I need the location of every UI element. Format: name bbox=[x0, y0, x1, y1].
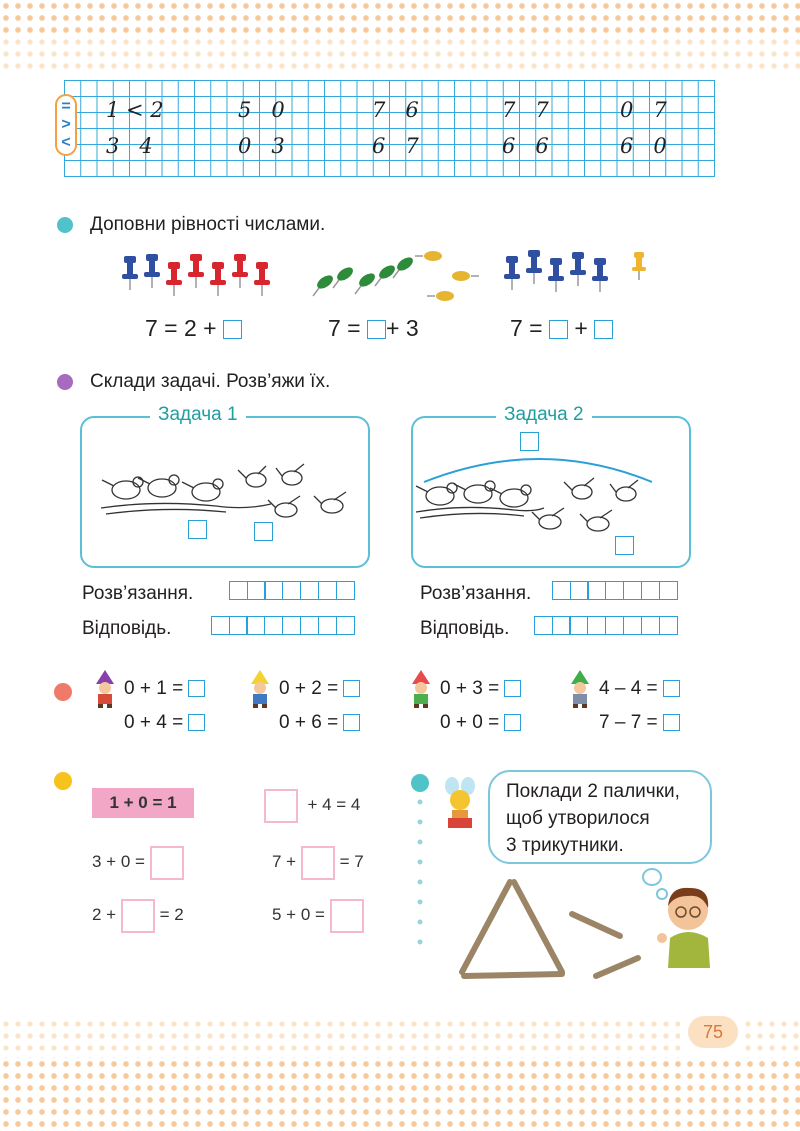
task2-bullet bbox=[57, 374, 73, 390]
answer-box[interactable] bbox=[150, 846, 184, 880]
task2-instruction: Склади задачі. Розв’яжи їх. bbox=[90, 371, 331, 392]
bottom-dots-border-faint-right bbox=[742, 1018, 800, 1058]
answer-box[interactable] bbox=[367, 320, 386, 339]
grid-row2-pair4: 6 6 bbox=[502, 134, 549, 158]
birds-illustration-2 bbox=[414, 468, 664, 538]
task4-left-eq1: 3 + 0 = bbox=[92, 845, 184, 880]
task3-bullet bbox=[54, 683, 72, 701]
pushpins-group-1 bbox=[118, 250, 288, 302]
task3-col3-eq1: 0 + 3 = bbox=[440, 678, 521, 700]
task3-col4-eq1: 4 – 4 = bbox=[599, 678, 680, 700]
answer-box[interactable] bbox=[343, 680, 360, 697]
top-dots-border bbox=[0, 0, 800, 36]
answer-box[interactable] bbox=[223, 320, 242, 339]
problem1-answer-label: Відповідь. bbox=[82, 618, 172, 639]
comparison-grid bbox=[64, 80, 715, 177]
grid-row2-pair5: 6 0 bbox=[620, 134, 667, 158]
answer-box[interactable] bbox=[663, 680, 680, 697]
bottom-dots-border bbox=[0, 1058, 800, 1131]
answer-box[interactable] bbox=[264, 789, 298, 823]
gnome-icon bbox=[567, 670, 593, 710]
problem2-box-part[interactable] bbox=[615, 536, 634, 555]
answer-box[interactable] bbox=[549, 320, 568, 339]
task4-example: 1 + 0 = 1 bbox=[92, 788, 194, 818]
problem1-title: Задача 1 bbox=[150, 404, 246, 426]
grid-row1-pair5: 0 7 bbox=[620, 98, 667, 122]
task3-col3-eq2: 0 + 0 = bbox=[440, 712, 521, 734]
answer-box[interactable] bbox=[343, 714, 360, 731]
problem1-box-right[interactable] bbox=[254, 522, 273, 541]
task3-col2-eq1: 0 + 2 = bbox=[279, 678, 360, 700]
problem1-box-left[interactable] bbox=[188, 520, 207, 539]
task5-bullet bbox=[411, 774, 429, 792]
gnome-icon bbox=[408, 670, 434, 710]
task3-col4-eq2: 7 – 7 = bbox=[599, 712, 680, 734]
page-number: 75 bbox=[688, 1016, 738, 1048]
problem2-answer-label: Відповідь. bbox=[420, 618, 510, 639]
grid-row2-pair3: 6 7 bbox=[372, 134, 419, 158]
answer-box[interactable] bbox=[188, 680, 205, 697]
speech-text: Поклади 2 палички, щоб утворилося 3 трикутники. bbox=[506, 781, 680, 856]
boy-illustration bbox=[650, 882, 718, 968]
task4-right-eq3: 5 + 0 = bbox=[272, 898, 364, 933]
bee-icon bbox=[442, 776, 478, 830]
answer-box[interactable] bbox=[504, 680, 521, 697]
grid-row1-pair3: 7 6 bbox=[372, 98, 419, 122]
grid-row1-pair1: 1 < 2 bbox=[106, 98, 164, 122]
task1-instruction: Доповни рівності числами. bbox=[90, 214, 326, 235]
matchsticks-triangle bbox=[452, 872, 652, 982]
problem1-solution-label: Розв’язання. bbox=[82, 583, 194, 604]
task1-bullet bbox=[57, 217, 73, 233]
answer-box[interactable] bbox=[301, 846, 335, 880]
answer-box[interactable] bbox=[663, 714, 680, 731]
task4-right-eq2: 7 + = 7 bbox=[272, 845, 364, 880]
top-dots-border-faint bbox=[0, 36, 800, 74]
problem2-solution-label: Розв’язання. bbox=[420, 583, 532, 604]
answer-box[interactable] bbox=[594, 320, 613, 339]
task3-col2-eq2: 0 + 6 = bbox=[279, 712, 360, 734]
task4-right-eq1: + 4 = 4 bbox=[264, 788, 360, 823]
answer-box[interactable] bbox=[188, 714, 205, 731]
grid-row2-pair2: 0 3 bbox=[238, 134, 285, 158]
task3-col1-eq1: 0 + 1 = bbox=[124, 678, 205, 700]
answer-box[interactable] bbox=[504, 714, 521, 731]
grid-row1-pair2: 5 0 bbox=[238, 98, 285, 122]
problem2-answer-cells[interactable] bbox=[535, 616, 678, 635]
task3-col1-eq2: 0 + 4 = bbox=[124, 712, 205, 734]
problem1-answer-cells[interactable] bbox=[212, 616, 355, 635]
bottom-dots-border-faint bbox=[0, 1018, 680, 1058]
task1-equation-1: 7 = 2 + bbox=[145, 315, 242, 342]
gnome-icon bbox=[247, 670, 273, 710]
task1-equation-2: 7 = + 3 bbox=[328, 315, 419, 341]
pushpins-group-2 bbox=[305, 244, 485, 308]
grid-row1-pair4: 7 7 bbox=[502, 98, 549, 122]
pushpins-group-3 bbox=[500, 248, 660, 304]
birds-illustration-1 bbox=[96, 460, 360, 530]
dotted-line bbox=[416, 796, 424, 956]
answer-box[interactable] bbox=[330, 899, 364, 933]
problem1-solution-cells[interactable] bbox=[230, 581, 355, 600]
task4-bullet bbox=[54, 772, 72, 790]
answer-box[interactable] bbox=[121, 899, 155, 933]
task4-left-eq2: 2 + = 2 bbox=[92, 898, 184, 933]
grid-row2-pair1: 3 4 bbox=[106, 134, 153, 158]
comparison-symbols: = > < bbox=[55, 94, 77, 156]
gnome-icon bbox=[92, 670, 118, 710]
problem2-solution-cells[interactable] bbox=[553, 581, 678, 600]
task1-equation-3: 7 = + bbox=[510, 315, 613, 342]
problem2-title: Задача 2 bbox=[496, 404, 592, 426]
